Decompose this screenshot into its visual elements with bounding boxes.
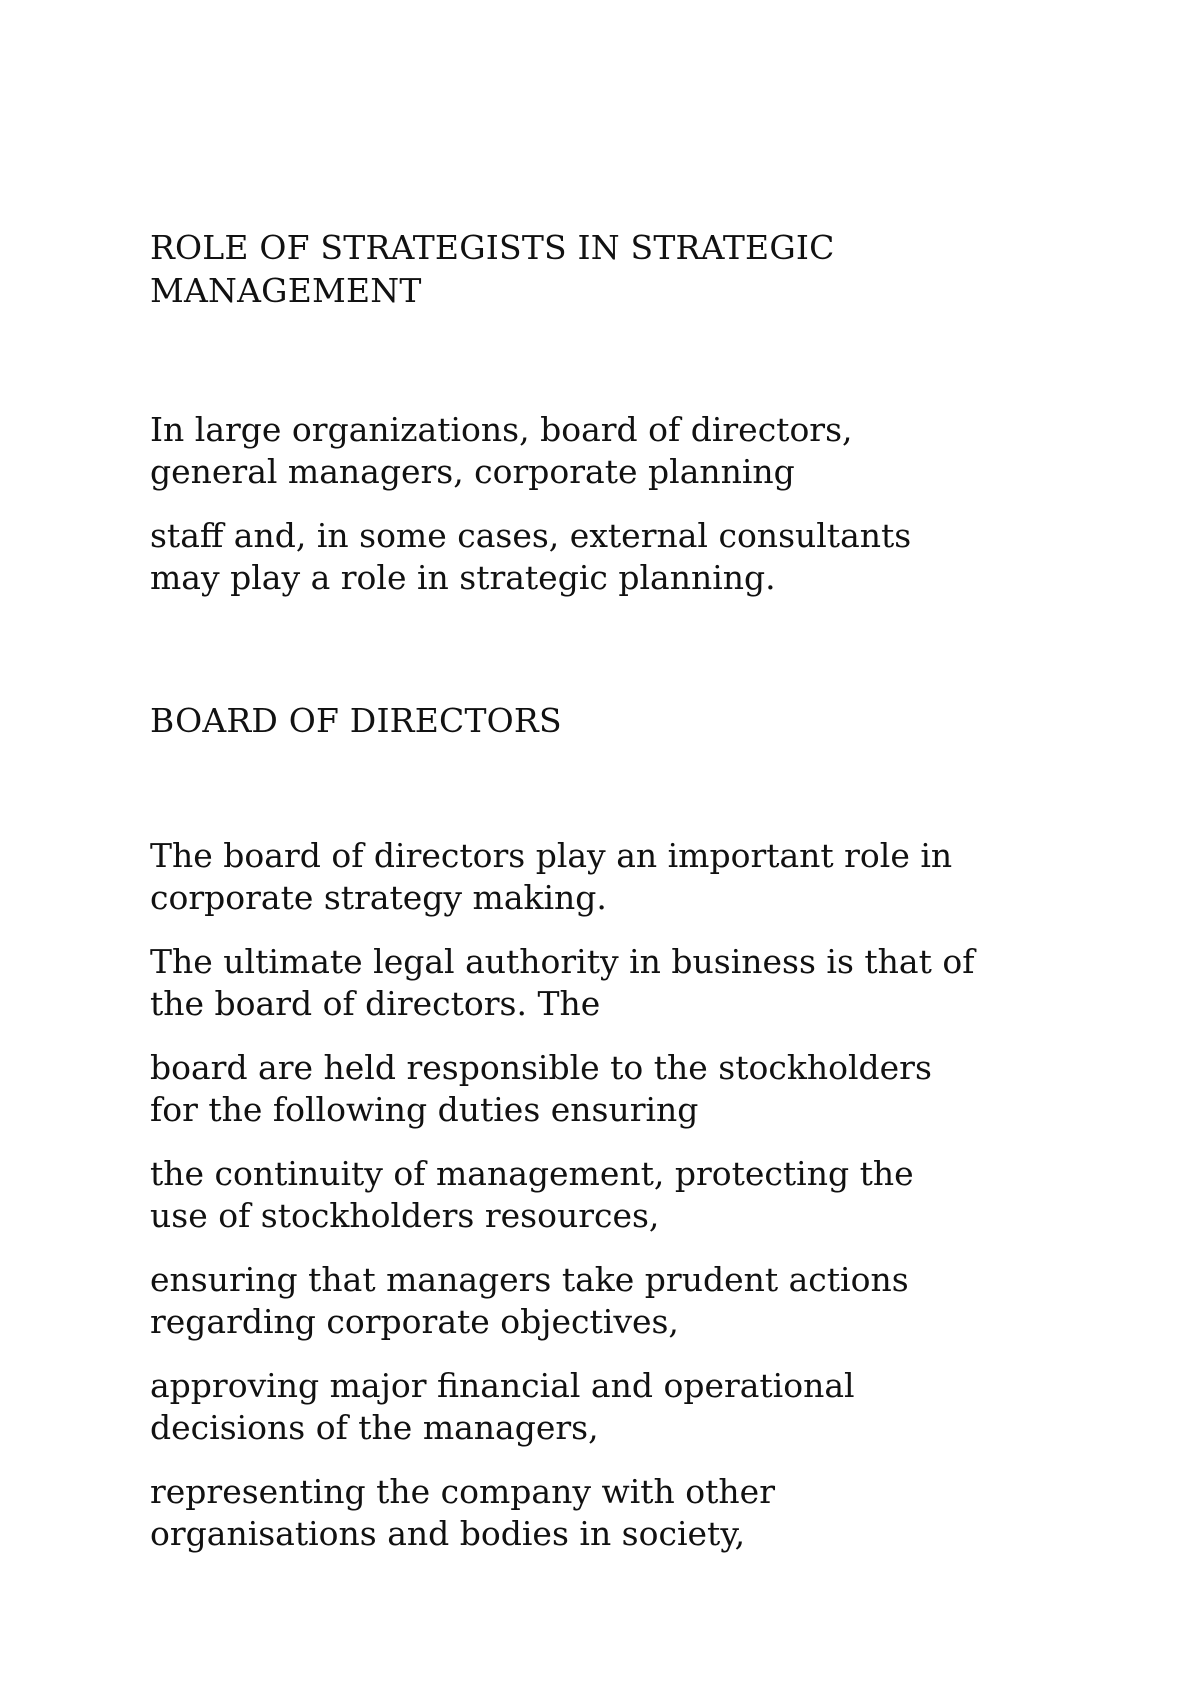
section-paragraph-6	[150, 1365, 1050, 1449]
paragraph-line: corporate strategy making.	[150, 878, 607, 917]
document-content	[150, 226, 1050, 1555]
section-paragraph-3	[150, 1047, 1050, 1131]
paragraph-line: may play a role in strategic planning.	[150, 558, 776, 597]
intro-paragraph-1	[150, 409, 1050, 493]
paragraph-line: representing the company with other	[150, 1472, 775, 1511]
section-paragraph-5	[150, 1259, 1050, 1343]
paragraph-line: use of stockholders resources,	[150, 1196, 660, 1235]
section-paragraph-4	[150, 1153, 1050, 1237]
paragraph-line: decisions of the managers,	[150, 1408, 599, 1447]
document-title-line-1: ROLE OF STRATEGISTS IN STRATEGIC	[150, 228, 835, 267]
paragraph-line: for the following duties ensuring	[150, 1090, 699, 1129]
paragraph-line: the board of directors. The	[150, 984, 601, 1023]
paragraph-line: ensuring that managers take prudent actions	[150, 1260, 909, 1299]
paragraph-line: general managers, corporate planning	[150, 452, 795, 491]
section-paragraph-7	[150, 1471, 1050, 1555]
document-title-line-2: MANAGEMENT	[150, 271, 422, 310]
paragraph-line: staff and, in some cases, external consultants	[150, 516, 912, 555]
paragraph-line: The board of directors play an important role in	[150, 836, 953, 875]
paragraph-line: board are held responsible to the stockholders	[150, 1048, 932, 1087]
section-heading: BOARD OF DIRECTORS	[150, 701, 562, 740]
paragraph-line: In large organizations, board of directors,	[150, 410, 853, 449]
paragraph-line: the continuity of management, protecting the	[150, 1154, 914, 1193]
paragraph-line: regarding corporate objectives,	[150, 1302, 679, 1341]
section-paragraph-2	[150, 941, 1050, 1025]
intro-paragraph-2	[150, 515, 1050, 599]
paragraph-line: organisations and bodies in society,	[150, 1514, 746, 1553]
paragraph-line: approving major financial and operational	[150, 1366, 855, 1405]
section-paragraph-1	[150, 835, 1050, 919]
paragraph-line: The ultimate legal authority in business is that of	[150, 942, 975, 981]
document-title	[150, 226, 1050, 312]
